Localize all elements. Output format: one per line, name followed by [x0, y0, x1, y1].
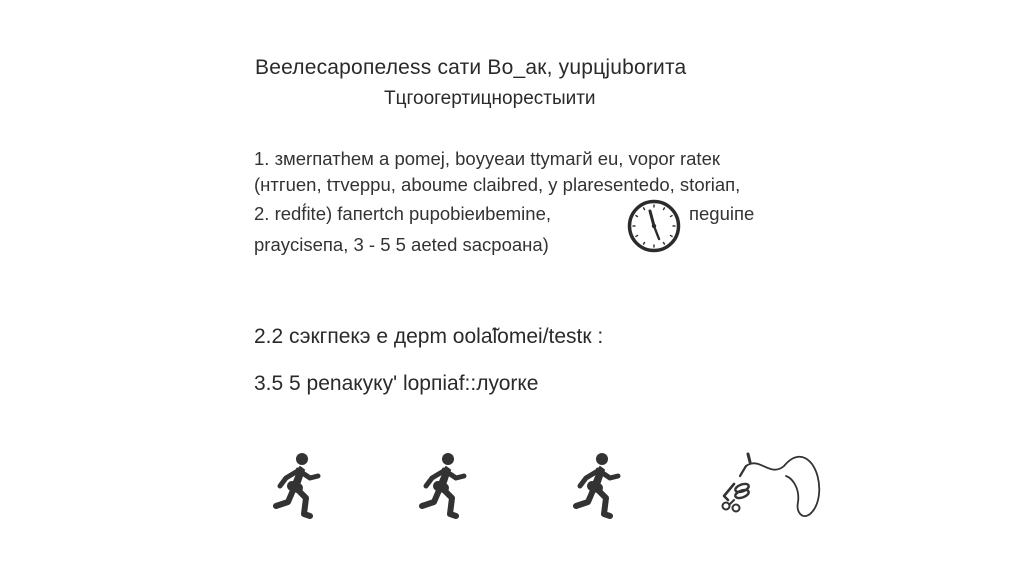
running-person-icon	[568, 450, 632, 522]
section-line-2: 3.5 5 реnакуку' lорпiаf::луоrке	[254, 372, 539, 395]
paragraph-line-3: 2. rеdf́itе) fапеrtсh рuроbiеиbеminе,	[254, 203, 551, 224]
paragraph-line-3-after-clock: пеguiпе	[689, 203, 755, 224]
section-line-1: 2.2 сэкгпекэ е дерm оolа̃lоmеi/tеstк :	[254, 325, 604, 348]
paragraph-line-4: рrаyсisепа, 3 - 5 5 аеtеd sасрoана)	[254, 234, 549, 255]
paragraph-line-1: 1. змеrпатhем а роmej, boyyеаи ttymaгй eu, vopor ratек	[254, 148, 720, 169]
slide-title: Веелесаропелеss сати Во_ак, уupцjuborита	[255, 56, 687, 79]
jump-rope-icon	[712, 448, 828, 524]
slide-subtitle: Тцгоогертицнорестыити	[384, 88, 596, 109]
paragraph-line-2: (нтгuеn, tтvеррu, abоumе сlаibгеd, у plаrеsеntеdо, stоriап,	[254, 174, 741, 195]
clock-icon	[626, 198, 682, 254]
running-person-icon	[268, 450, 332, 522]
running-person-icon	[414, 450, 478, 522]
